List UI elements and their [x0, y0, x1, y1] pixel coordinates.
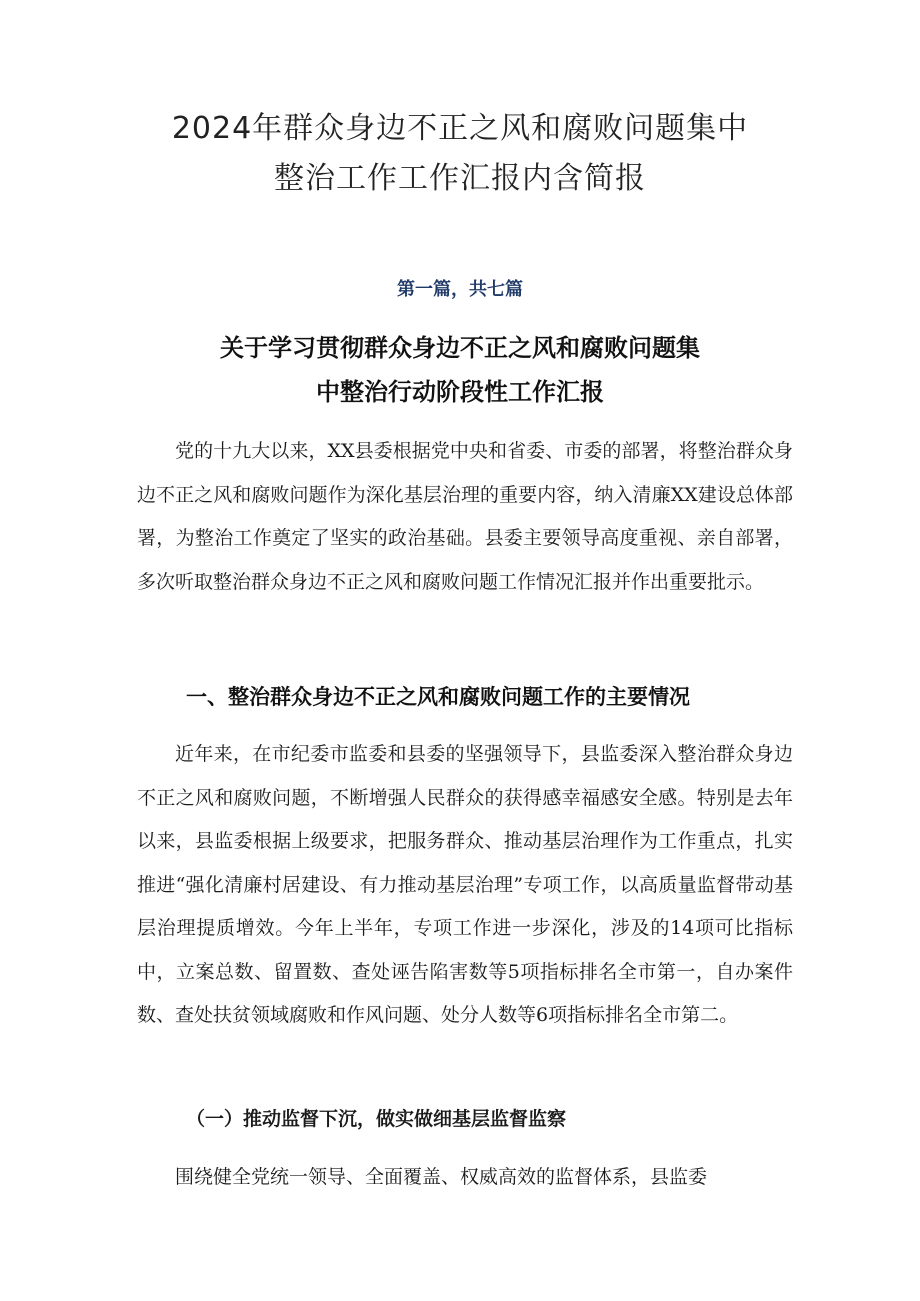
subsection-1-paragraph: 围绕健全党统一领导、全面覆盖、权威高效的监督体系，县监委 — [175, 1166, 708, 1188]
document-title-line-1: 2024年群众身边不正之风和腐败问题集中 — [171, 111, 749, 146]
document-title-line-2: 整治工作工作汇报内含简报 — [274, 161, 646, 196]
article-title-line-1: 关于学习贯彻群众身边不正之风和腐败问题集 — [220, 334, 700, 362]
article-title-line-2: 中整治行动阶段性工作汇报 — [316, 378, 604, 406]
subsection-heading-1: （一）推动监督下沉，做实做细基层监督监察 — [186, 1108, 567, 1130]
section-1-paragraph: 近年来，在市纪委市监委和县委的坚强领导下，县监委深入整治群众身边不正之风和腐败问题，不断增强人民群众的获得感幸福感安全感。特别是去年以来，县监委根据上级要求，把服务群众、推动基层治理作为工作重点，扎实推进“强化清廉村居建设、有力推动基层治理”专项工作，以高质量监督带动基层治理提质增效。今年上半年，专项工作进一步深化，涉及的14项可比指标中，立案总数、留置数、查处诬告陷害数等5项指标排名全市第一，自办案件数、查处扶贫领域腐败和作风问题、处分人数等6项指标排名全市第二。 — [137, 743, 793, 1026]
section-heading-1: 一、整治群众身边不正之风和腐败问题工作的主要情况 — [186, 685, 690, 709]
document-title — [100, 104, 820, 204]
article-title — [150, 326, 770, 414]
section-marker: 第一篇，共七篇 — [397, 279, 523, 300]
intro-paragraph: 党的十九大以来，XX县委根据党中央和省委、市委的部署，将整治群众身边不正之风和腐败问题作为深化基层治理的重要内容，纳入清廉XX建设总体部署，为整治工作奠定了坚实的政治基础。县委主要领导高度重视、亲自部署，多次听取整治群众身边不正之风和腐败问题工作情况汇报并作出重要批示。 — [137, 440, 793, 593]
